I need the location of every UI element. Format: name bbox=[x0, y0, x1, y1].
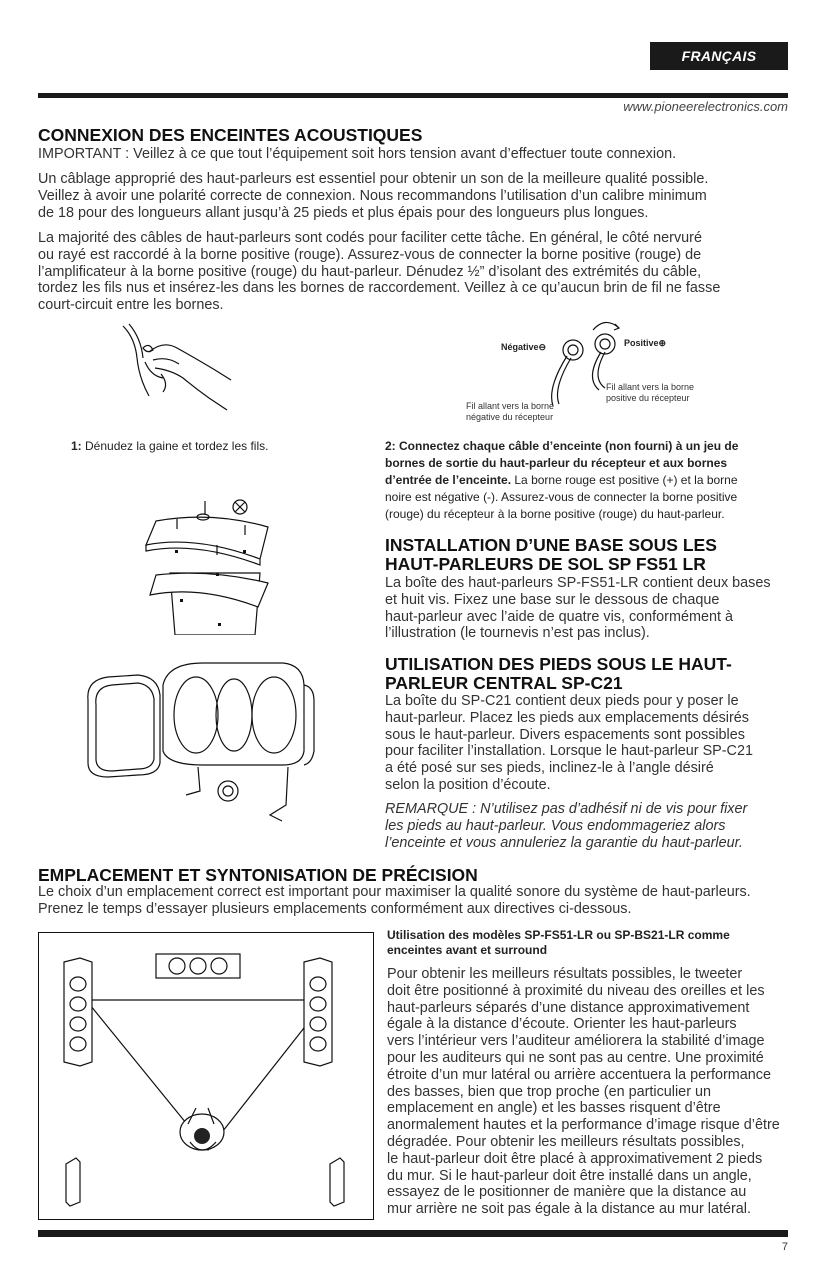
text-line: (rouge) du récepteur à la borne positive (rouge) du haut-parleur. bbox=[385, 507, 725, 521]
placement-subhead bbox=[387, 928, 730, 958]
terminal-connection-illustration bbox=[455, 318, 695, 428]
center-speaker-feet-illustration bbox=[68, 655, 338, 830]
section-title-feet bbox=[385, 655, 732, 693]
important-note: IMPORTANT : Veillez à ce que tout l’équipement soit hors tension avant d’effectuer toute connexion. bbox=[38, 146, 677, 162]
page-number: 7 bbox=[781, 1241, 788, 1253]
text-line: étroite d’un mur latéral ou arrière accentuera la performance bbox=[387, 1066, 771, 1083]
text-line: enceintes avant et surround bbox=[387, 943, 548, 957]
wire-negative-caption: Fil allant vers la borne bbox=[466, 401, 555, 411]
text-line: vers l’intérieur vers l’auditeur améliorera la stabilité d’image bbox=[387, 1033, 765, 1050]
text-line: Utilisation des modèles SP-FS51-LR ou SP-BS21-LR comme bbox=[387, 928, 730, 942]
text-line: l’enceinte et vous annuleriez la garantie du haut-parleur. bbox=[385, 834, 743, 851]
step-1-number: 1: bbox=[71, 439, 82, 453]
text-line: anormalement hautes et la performance d’image risque d’être bbox=[387, 1117, 780, 1134]
wire-positive-caption: positive du récepteur bbox=[606, 393, 690, 403]
text-line: REMARQUE : N’utilisez pas d’adhésif ni de vis pour fixer bbox=[385, 801, 748, 817]
text-line: ou rayé est raccordé à la borne positive (rouge). Assurez-vous de connecter la borne positive (rouge) de bbox=[38, 246, 702, 263]
wire-negative-caption: négative du récepteur bbox=[466, 412, 554, 422]
text-line: 2: Connectez chaque câble d’enceinte (non fourni) à un jeu de bbox=[385, 439, 739, 453]
text-line: haut-parleur avec l’aide de quatre vis, conformément à bbox=[385, 608, 733, 625]
positive-label: Positive bbox=[624, 338, 659, 348]
text-line: Le choix d’un emplacement correct est important pour maximiser la qualité sonore du système de haut-parleurs. bbox=[38, 884, 751, 900]
text-line: haut-parleurs séparés d’une distance approximativement bbox=[387, 999, 750, 1016]
text-line: Pour obtenir les meilleurs résultats possibles, le tweeter bbox=[387, 966, 743, 982]
title-line: PARLEUR CENTRAL SP-C21 bbox=[385, 673, 623, 693]
room-placement-diagram bbox=[38, 932, 374, 1220]
base-installation-text bbox=[385, 575, 771, 642]
text-line: d’entrée de l’enceinte. La borne rouge est positive (+) et la borne bbox=[385, 473, 738, 487]
text-line: tordez les fils nus et insérez-les dans les bornes de raccordement. Veillez à ce qu’aucun brin de fil ne fasse bbox=[38, 280, 721, 297]
text-line: des basses, bien que trop proche (en particulier un bbox=[387, 1083, 711, 1100]
text-line: les pieds au haut-parleur. Vous endommageriez alors bbox=[385, 817, 726, 834]
title-line: HAUT-PARLEURS DE SOL SP FS51 LR bbox=[385, 554, 706, 574]
text-line: pour faciliter l’installation. Lorsque le haut-parleur SP-C21 bbox=[385, 743, 753, 760]
text-line: doit être positionné à proximité du niveau des oreilles et les bbox=[387, 982, 765, 999]
feet-installation-text bbox=[385, 693, 753, 794]
step-1-text: Dénudez la gaine et tordez les fils. bbox=[85, 439, 269, 453]
title-line: UTILISATION DES PIEDS SOUS LE HAUT- bbox=[385, 654, 732, 674]
title-line: INSTALLATION D’UNE BASE SOUS LES bbox=[385, 535, 717, 555]
placement-body-text bbox=[387, 966, 780, 1218]
wiring-paragraph-2 bbox=[38, 230, 720, 314]
text-line: de 18 pour des longueurs allant jusqu’à 25 pieds et plus épais pour des longueurs plus longues. bbox=[38, 204, 649, 221]
footer-rule bbox=[38, 1230, 788, 1237]
text-line: dégradée. Pour obtenir les meilleurs résultats possibles, bbox=[387, 1133, 745, 1150]
text-line: essayez de le positionner de manière que la distance au bbox=[387, 1184, 747, 1201]
text-line: court-circuit entre les bornes. bbox=[38, 297, 224, 314]
wiring-paragraph-1 bbox=[38, 171, 708, 221]
step-2-caption bbox=[385, 438, 738, 523]
minus-icon: ⊖ bbox=[538, 342, 547, 352]
wire-positive-caption: Fil allant vers la borne bbox=[606, 382, 695, 392]
text-line: mur arrière ne soit pas égale à la distance au mur latéral. bbox=[387, 1201, 751, 1218]
negative-label: Négative bbox=[501, 342, 539, 352]
remark-note bbox=[385, 801, 747, 851]
hand-twisting-wire-illustration bbox=[105, 318, 235, 433]
header-rule bbox=[38, 93, 788, 98]
text-line: bornes de sortie du haut-parleur du récepteur et aux bornes bbox=[385, 456, 728, 470]
text-line: emplacement en angle) et les basses risquent d’être bbox=[387, 1100, 721, 1117]
text-line: le haut-parleur doit être placé à approximativement 2 pieds bbox=[387, 1150, 763, 1167]
text-line: haut-parleur. Placez les pieds aux emplacements désirés bbox=[385, 709, 749, 726]
section-title-connexion: CONNEXION DES ENCEINTES ACOUSTIQUES bbox=[38, 125, 423, 145]
text-line: pour les auditeurs qui ne sont pas au centre. Une proximité bbox=[387, 1049, 764, 1066]
text-line: du mur. Si le haut-parleur doit être installé dans un angle, bbox=[387, 1167, 752, 1184]
language-tab: FRANÇAIS bbox=[650, 42, 788, 70]
text-line: noire est négative (-). Assurez-vous de connecter la borne positive bbox=[385, 490, 738, 504]
section-title-base bbox=[385, 536, 717, 574]
plus-icon: ⊕ bbox=[658, 338, 667, 348]
text-line: et huit vis. Fixez une base sur le dessous de chaque bbox=[385, 591, 720, 608]
website-url: www.pioneerelectronics.com bbox=[623, 99, 788, 114]
speaker-base-illustration bbox=[140, 495, 275, 635]
placement-intro bbox=[38, 884, 751, 918]
text-line: selon la position d’écoute. bbox=[385, 776, 551, 793]
text-line: sous le haut-parleur. Divers espacements sont possibles bbox=[385, 726, 745, 743]
section-title-placement: EMPLACEMENT ET SYNTONISATION DE PRÉCISION bbox=[38, 865, 478, 885]
text-line: Veillez à avoir une polarité correcte de connexion. Nous recommandons l’utilisation d’un calibre minimum bbox=[38, 187, 707, 204]
text-line: l’illustration (le tournevis n’est pas inclus). bbox=[385, 625, 650, 642]
text-line: Prenez le temps d’essayer plusieurs emplacements conformément aux directives ci-dessous. bbox=[38, 900, 632, 917]
text-line: La majorité des câbles de haut-parleurs sont codés pour faciliter cette tâche. En général, le côté nervuré bbox=[38, 230, 702, 246]
text-line: Un câblage approprié des haut-parleurs est essentiel pour obtenir un son de la meilleure qualité possible. bbox=[38, 171, 709, 187]
text-line: l’amplificateur à la borne positive (rouge) du haut-parleur. Dénudez ½” d’isolant des extrémités du câble, bbox=[38, 263, 702, 280]
text-line: a été posé sur ses pieds, inclinez-le à l’angle désiré bbox=[385, 760, 714, 777]
step-1-caption bbox=[71, 438, 268, 455]
text-line: La boîte des haut-parleurs SP-FS51-LR contient deux bases bbox=[385, 575, 771, 591]
text-line: La boîte du SP-C21 contient deux pieds pour y poser le bbox=[385, 693, 739, 709]
text-line: égale à la distance d’écoute. Orienter les haut-parleurs bbox=[387, 1016, 737, 1033]
